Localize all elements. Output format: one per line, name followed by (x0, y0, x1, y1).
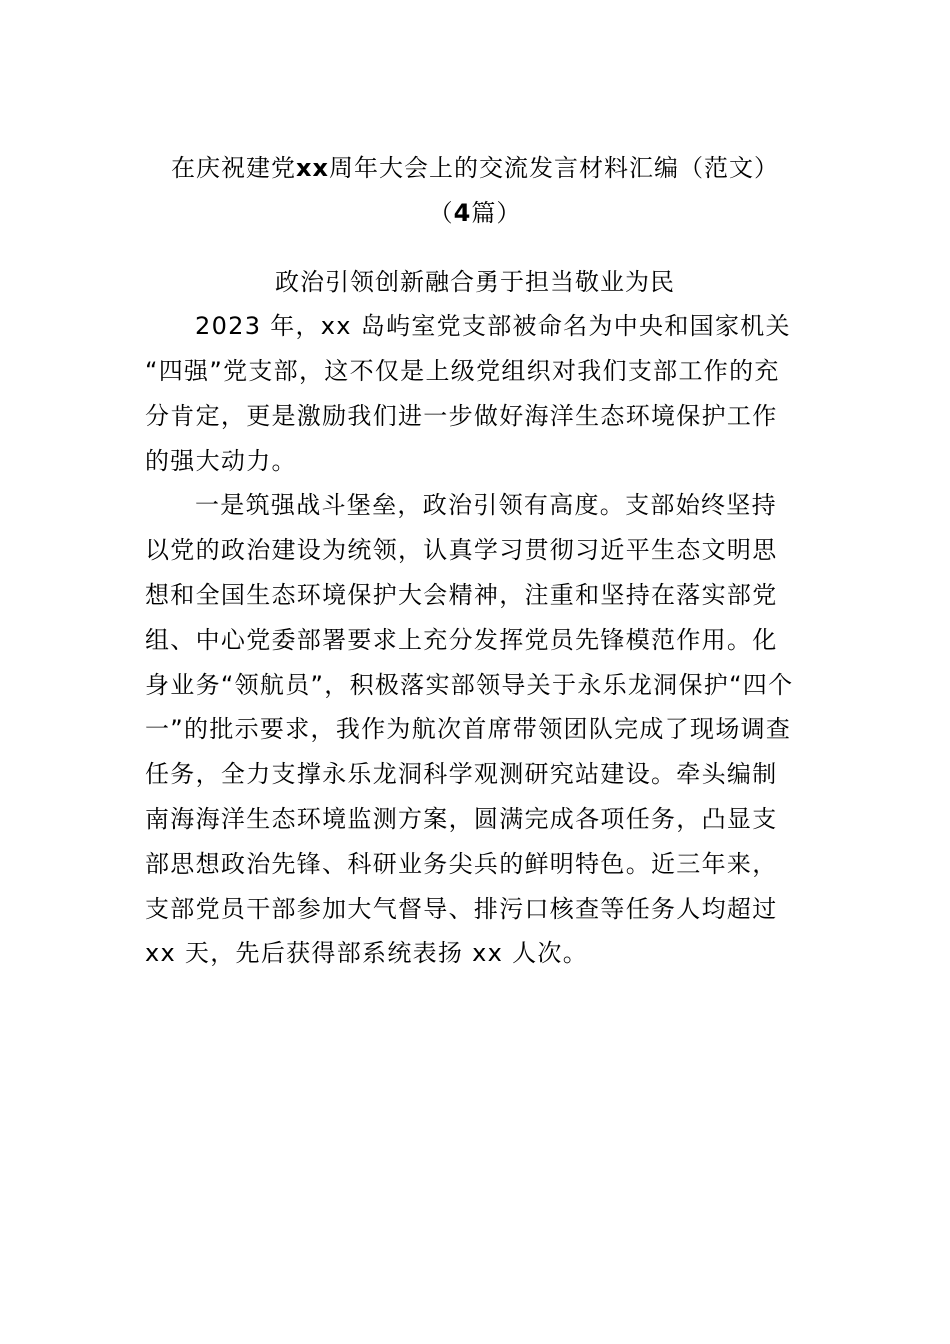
paragraph-2-line: 想和全国生态环境保护大会精神，注重和坚持在落实部党 (145, 581, 778, 609)
paragraph-2-line: 以党的政治建设为统领，认真学习贯彻习近平生态文明思 (145, 536, 778, 564)
paragraph-1-line: 分肯定，更是激励我们进一步做好海洋生态环境保护工作 (145, 402, 778, 430)
paragraph-2-line: 一”的批示要求，我作为航次首席带领团队完成了现场调查 (145, 715, 792, 743)
title-line2-close: 篇） (471, 199, 522, 227)
paragraph-2-line: 身业务“领航员”，积极落实部领导关于永乐龙洞保护“四个 (145, 671, 794, 699)
title-text-part-2: 周年大会上的交流发言材料汇编（范文） (328, 154, 779, 182)
title-line2-open: （ (428, 199, 454, 227)
title-text-part-1: 在庆祝建党 (171, 154, 297, 182)
paragraph-2-line: 部思想政治先锋、科研业务尖兵的鲜明特色。近三年来， (145, 850, 778, 878)
paragraph-2-line: 南海海洋生态环境监测方案，圆满完成各项任务，凸显支 (145, 805, 778, 833)
section-subtitle: 政治引领创新融合勇于担当敬业为民 (275, 268, 675, 296)
paragraph-2-line: 一是筑强战斗堡垒，政治引领有高度。支部始终坚持 (195, 491, 777, 519)
paragraph-2-line: 组、中心党委部署要求上充分发挥党员先锋模范作用。化 (145, 626, 778, 654)
document-title-line-2 (0, 191, 950, 235)
paragraph-2-line: xx 天，先后获得部系统表扬 xx 人次。 (145, 939, 588, 967)
document-title-line-1 (0, 146, 950, 190)
paragraph-1-line: 的强大动力。 (145, 447, 297, 475)
title-text-bold: xx (296, 154, 329, 182)
title-line2-bold: 4 (453, 199, 472, 227)
paragraph-2-line: 任务，全力支撑永乐龙洞科学观测研究站建设。牵头编制 (145, 760, 778, 788)
paragraph-1-line: 2023 年，xx 岛屿室党支部被命名为中央和国家机关 (195, 312, 791, 340)
paragraph-2-line: 支部党员干部参加大气督导、排污口核查等任务人均超过 (145, 895, 778, 923)
paragraph-1-line: “四强”党支部，这不仅是上级党组织对我们支部工作的充 (145, 357, 780, 385)
